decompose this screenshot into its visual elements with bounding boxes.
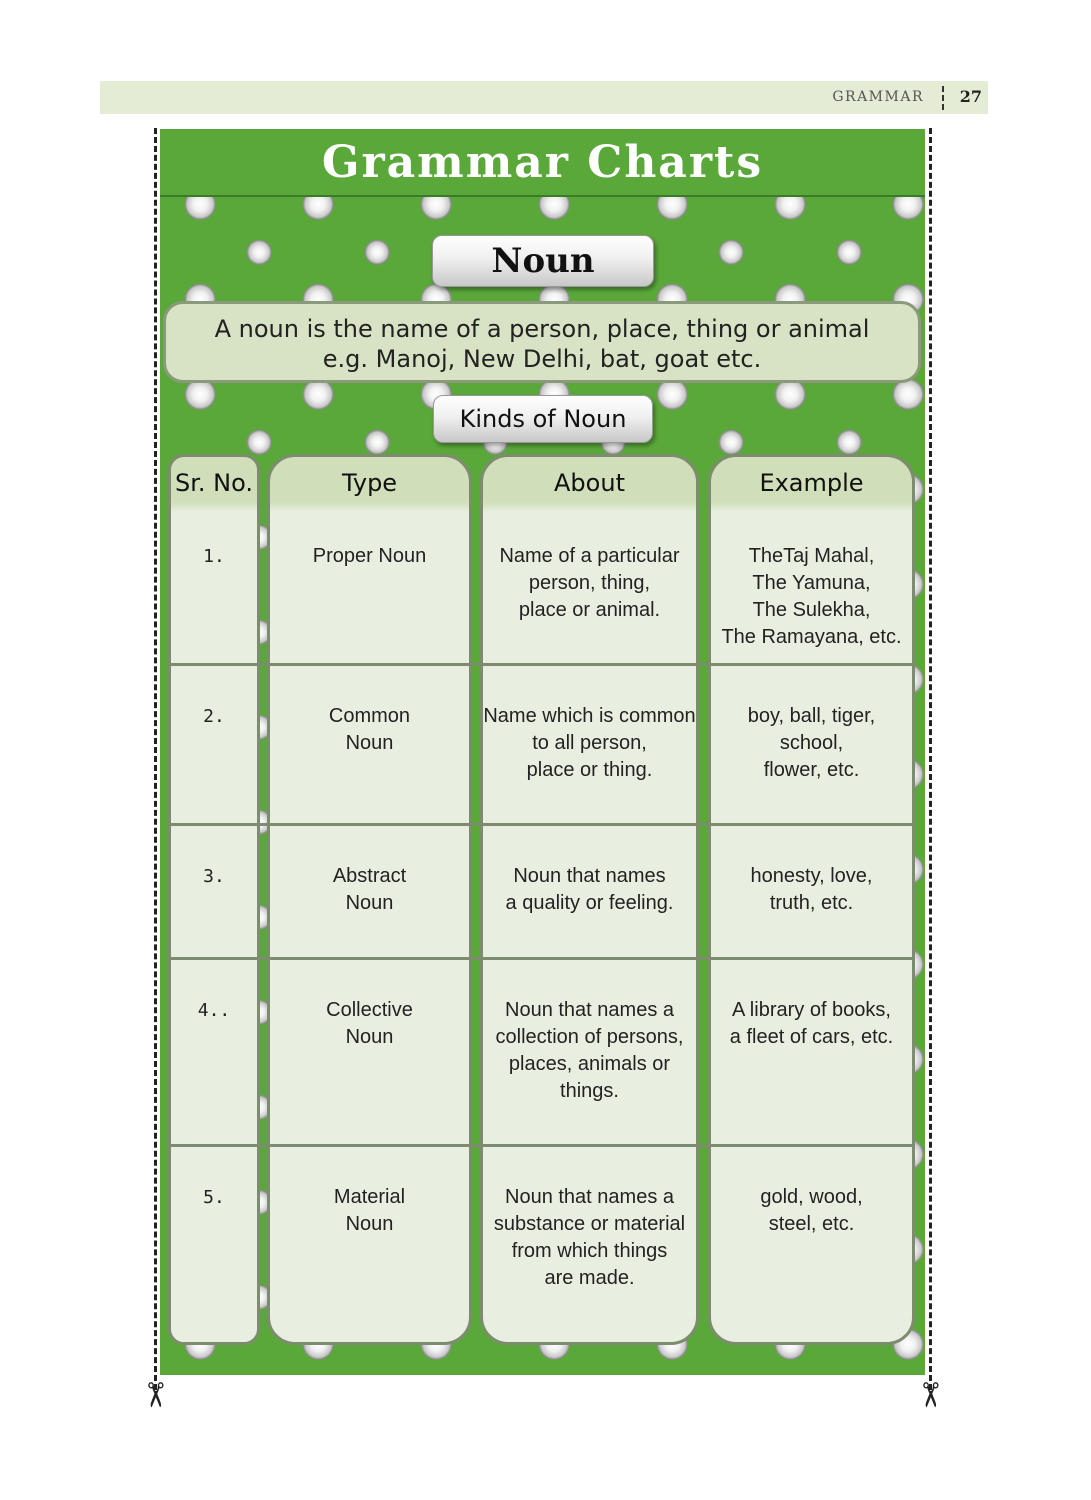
grammar-chart-panel	[160, 129, 925, 1375]
column-sr-no	[168, 454, 260, 1345]
column-header-example: Example	[759, 469, 864, 497]
subtitle-label	[433, 395, 653, 443]
definition-box	[163, 301, 921, 383]
row-5-example: gold, wood, steel, etc.	[760, 1186, 863, 1235]
page-title: Grammar Charts	[321, 137, 764, 188]
row-3-sr-no: 3.	[203, 866, 225, 887]
row-1-type: Proper Noun	[312, 545, 427, 567]
row-1-about: Name of a particular person, thing, place or animal.	[499, 545, 680, 621]
page-header	[100, 81, 988, 114]
row-2-type: Common Noun	[328, 705, 411, 754]
scissors-icon: ✂	[134, 1380, 175, 1410]
header-divider	[942, 86, 944, 110]
row-4-sr-no: 4..	[197, 1000, 231, 1021]
column-header-about: About	[554, 469, 625, 497]
subtitle-text: Kinds of Noun	[459, 405, 627, 433]
definition-example: e.g. Manoj, New Delhi, bat, goat etc.	[322, 345, 762, 373]
column-header-type: Type	[341, 469, 398, 497]
topic-text: Noun	[491, 241, 595, 281]
row-3-about: Noun that names a quality or feeling.	[505, 865, 674, 914]
row-3-example: honesty, love, truth, etc.	[750, 865, 873, 914]
row-1-example: TheTaj Mahal, The Yamuna, The Sulekha, The Ramayana, etc.	[721, 545, 902, 648]
row-divider	[168, 663, 915, 666]
row-divider	[168, 1144, 915, 1147]
row-4-type: Collective Noun	[326, 999, 413, 1048]
cut-line-right	[929, 128, 932, 1390]
row-4-about: Noun that names a collection of persons, places, animals or things.	[495, 999, 684, 1102]
scissors-icon: ✂	[909, 1380, 950, 1410]
row-1-sr-no: 1.	[203, 546, 225, 567]
running-section-title: GRAMMAR	[832, 89, 924, 105]
row-2-example: boy, ball, tiger, school, flower, etc.	[747, 705, 876, 781]
cut-line-left	[154, 128, 157, 1390]
row-5-about: Noun that names a substance or material from which things are made.	[493, 1186, 686, 1289]
definition-line: A noun is the name of a person, place, thing or animal	[214, 315, 870, 343]
row-4-example: A library of books, a fleet of cars, etc.	[729, 999, 894, 1048]
row-divider	[168, 823, 915, 826]
row-divider	[168, 957, 915, 960]
column-header-sr-no: Sr. No.	[175, 469, 253, 497]
row-2-about: Name which is common to all person, place or thing.	[483, 705, 696, 781]
row-3-type: Abstract Noun	[332, 865, 407, 914]
page-number: 27	[959, 87, 982, 106]
row-5-type: Material Noun	[333, 1186, 406, 1235]
topic-label	[432, 235, 654, 287]
row-2-sr-no: 2.	[203, 706, 225, 727]
title-band	[160, 129, 925, 197]
row-5-sr-no: 5.	[203, 1187, 225, 1208]
